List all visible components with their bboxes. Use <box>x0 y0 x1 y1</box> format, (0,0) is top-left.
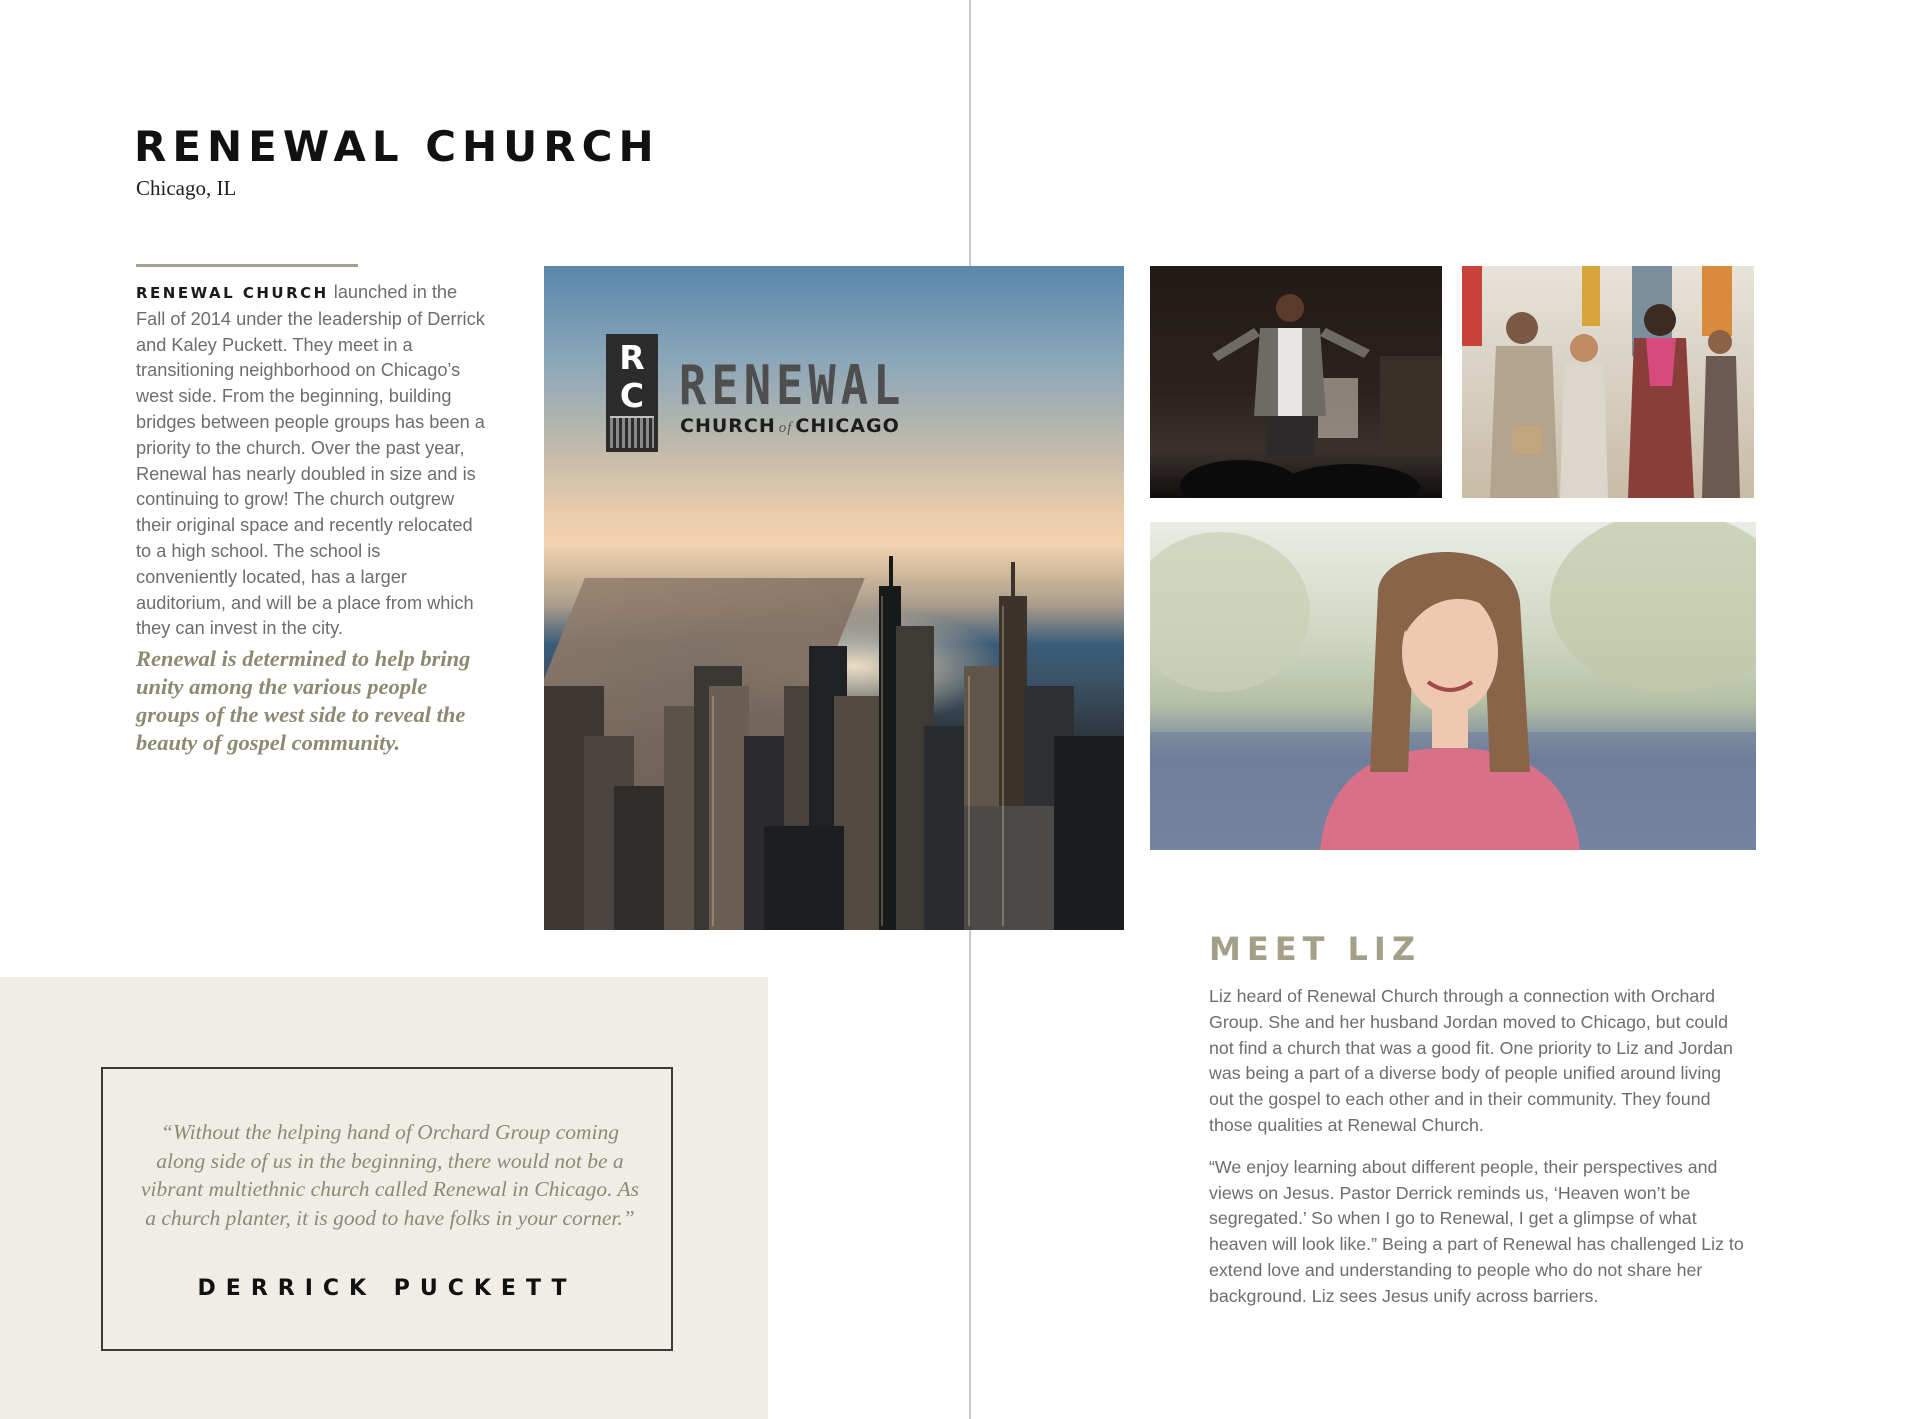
city-skyline-image <box>544 266 1124 930</box>
rc-logo-mark <box>606 334 658 452</box>
logo-subtitle <box>680 415 900 437</box>
intro-body: launched in the Fall of 2014 under the leadership of Derrick and Kaley Puckett. They meet in a transitioning neighborhood on Chicago’s west side. From the beginning, building bridges between people groups has been a priority to the church. Over the past year, Renewal has nearly doubled in size and is continuing to grow! The church outgrew their original space and recently relocated to a high school. The school is conveniently located, has a larger auditorium, and will be a place from which they can invest in the city. <box>136 282 485 639</box>
liz-story-paragraph-2: “We enjoy learning about different people, their perspectives and views on Jesus. Pastor Derrick reminds us, ‘Heaven won’t be segregated.’ So when I go to Renewal, I get a glimpse of what heaven will look like.” Being a part of Renewal has challenged Liz to extend love and understanding to people who do not share her background. Liz sees Jesus unify across barriers. <box>1209 1156 1744 1306</box>
congregation-photo <box>1462 266 1754 498</box>
testimonial-quote: “Without the helping hand of Orchard Group coming along side of us in the beginning, there would not be a vibrant multiethnic church called Renewal in Chicago. As a church planter, it is good to have folks in your corner.” <box>141 1120 639 1230</box>
logo-sub-city: CHICAGO <box>795 415 900 437</box>
intro-lead: RENEWAL CHURCH <box>136 284 329 302</box>
liz-story <box>1209 984 1744 1326</box>
logo-letter-c: C <box>619 376 645 415</box>
section-rule <box>136 264 358 267</box>
page-title: RENEWAL CHURCH <box>134 122 660 171</box>
liz-portrait-photo <box>1150 522 1756 850</box>
quote-author: DERRICK PUCKETT <box>197 1276 577 1301</box>
logo-sub-of: of <box>778 420 793 436</box>
pull-quote: Renewal is determined to help bring unity among the various people groups of the west side to reveal the beauty of gospel community. <box>136 646 471 755</box>
logo-skyline-icon <box>610 416 654 448</box>
liz-story-paragraph-1: Liz heard of Renewal Church through a connection with Orchard Group. She and her husband Jordan moved to Chicago, but could not find a church that was a good fit. One priority to Liz and Jordan was being a part of a diverse body of people unified around living out the gospel to each other and in their community. They found those qualities at Renewal Church. <box>1209 986 1733 1135</box>
meet-liz-heading: MEET LIZ <box>1209 930 1422 968</box>
intro-paragraph <box>136 280 486 642</box>
logo-wordmark: RENEWAL <box>679 354 906 417</box>
congregation-illustration <box>1462 266 1754 498</box>
speaker-illustration <box>1150 266 1442 498</box>
speaker-photo <box>1150 266 1442 498</box>
location-subtitle: Chicago, IL <box>136 176 237 200</box>
logo-letter-r: R <box>619 338 645 377</box>
liz-portrait-illustration <box>1150 522 1756 850</box>
logo-sub-church: CHURCH <box>680 415 776 437</box>
